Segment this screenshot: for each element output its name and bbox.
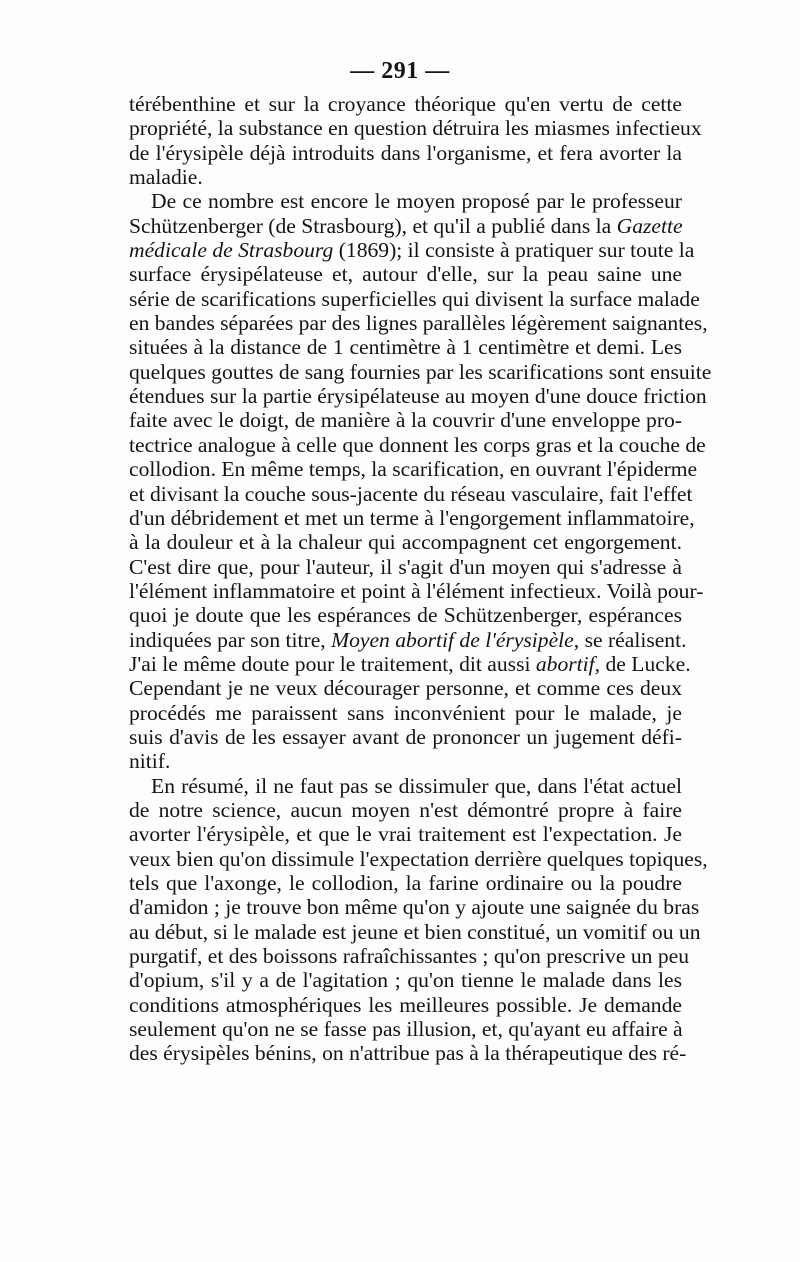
text-line: l'élément inflammatoire et point à l'élément infectieux. Voilà pour-: [129, 578, 704, 603]
page-number: — 291 —: [350, 58, 450, 84]
text-line: série de scarifications superficielles qui divisent la surface malade: [129, 286, 700, 311]
paragraph: [129, 773, 708, 1066]
text-line: maladie.: [129, 165, 203, 190]
text-line: quoi je doute que les espérances de Schützenberger, espérances: [129, 603, 682, 628]
text-line: En résumé, il ne faut pas se dissimuler que, dans l'état actuel: [151, 773, 682, 798]
text-line: Schützenberger (de Strasbourg), et qu'il a publié dans la Gazette: [129, 213, 683, 238]
text-line: d'opium, s'il y a de l'agitation ; qu'on tienne le malade dans les: [129, 968, 682, 993]
paragraph: [129, 92, 702, 190]
text-line: C'est dire que, pour l'auteur, il s'agit d'un moyen qui s'adresse à: [129, 554, 682, 579]
text-line: d'amidon ; je trouve bon même qu'on y ajoute une saignée du bras: [129, 895, 700, 920]
text-line: d'un débridement et met un terme à l'engorgement inflammatoire,: [129, 505, 695, 530]
text-line: suis d'avis de les essayer avant de prononcer un jugement défi-: [129, 724, 682, 749]
text-line: tels que l'axonge, le collodion, la farine ordinaire ou la poudre: [129, 871, 682, 895]
text-line: J'ai le même doute pour le traitement, dit aussi abortif, de Lucke.: [129, 651, 691, 676]
text-line: à la douleur et à la chaleur qui accompagnent cet engorgement.: [129, 530, 682, 555]
text-line: procédés me paraissent sans inconvénient pour le malade, je: [129, 700, 682, 725]
text-line: seulement qu'on ne se fasse pas illusion, et, qu'ayant eu affaire à: [129, 1017, 683, 1042]
text-line: purgatif, et des boissons rafraîchissantes ; qu'on prescrive un peu: [129, 944, 689, 969]
text-line: des érysipèles bénins, on n'attribue pas à la thérapeutique des ré-: [129, 1041, 687, 1066]
text-line: faite avec le doigt, de manière à la couvrir d'une enveloppe pro-: [129, 408, 682, 433]
text-line: collodion. En même temps, la scarification, en ouvrant l'épiderme: [129, 457, 698, 482]
text-line: situées à la distance de 1 centimètre à 1 centimètre et demi. Les: [129, 335, 682, 360]
text-line: au début, si le malade est jeune et bien constitué, un vomitif ou un: [129, 919, 701, 944]
text-line: surface érysipélateuse et, autour d'elle, sur la peau saine une: [129, 262, 682, 287]
text-line: tectrice analogue à celle que donnent les corps gras et la couche de: [129, 432, 706, 457]
paragraph: [129, 189, 712, 774]
text-line: quelques gouttes de sang fournies par les scarifications sont ensuite: [129, 359, 712, 384]
text-line: Cependant je ne veux décourager personne, et comme ces deux: [129, 676, 682, 701]
text-line: en bandes séparées par des lignes parallèles légèrement saignantes,: [129, 311, 708, 336]
text-line: térébenthine et sur la croyance théorique qu'en vertu de cette: [129, 92, 682, 116]
text-line: nitif.: [129, 749, 171, 774]
text-line: avorter l'érysipèle, et que le vrai traitement est l'expectation. Je: [129, 822, 682, 847]
text-line: indiquées par son titre, Moyen abortif de l'érysipèle, se réalisent.: [129, 627, 687, 652]
text-line: étendues sur la partie érysipélateuse au moyen d'une douce friction: [129, 384, 707, 409]
text-line: De ce nombre est encore le moyen proposé par le professeur: [151, 189, 682, 214]
text-line: et divisant la couche sous-jacente du réseau vasculaire, fait l'effet: [129, 481, 693, 506]
body-text: [129, 92, 712, 1066]
text-line: propriété, la substance en question détruira les miasmes infectieux: [129, 116, 702, 141]
text-line: de l'érysipèle déjà introduits dans l'organisme, et fera avorter la: [129, 140, 682, 165]
text-line: médicale de Strasbourg (1869); il consiste à pratiquer sur toute la: [129, 238, 695, 263]
text-line: conditions atmosphériques les meilleures possible. Je demande: [129, 992, 682, 1017]
text-line: de notre science, aucun moyen n'est démontré propre à faire: [129, 797, 682, 822]
text-line: veux bien qu'on dissimule l'expectation derrière quelques topiques,: [129, 846, 708, 871]
